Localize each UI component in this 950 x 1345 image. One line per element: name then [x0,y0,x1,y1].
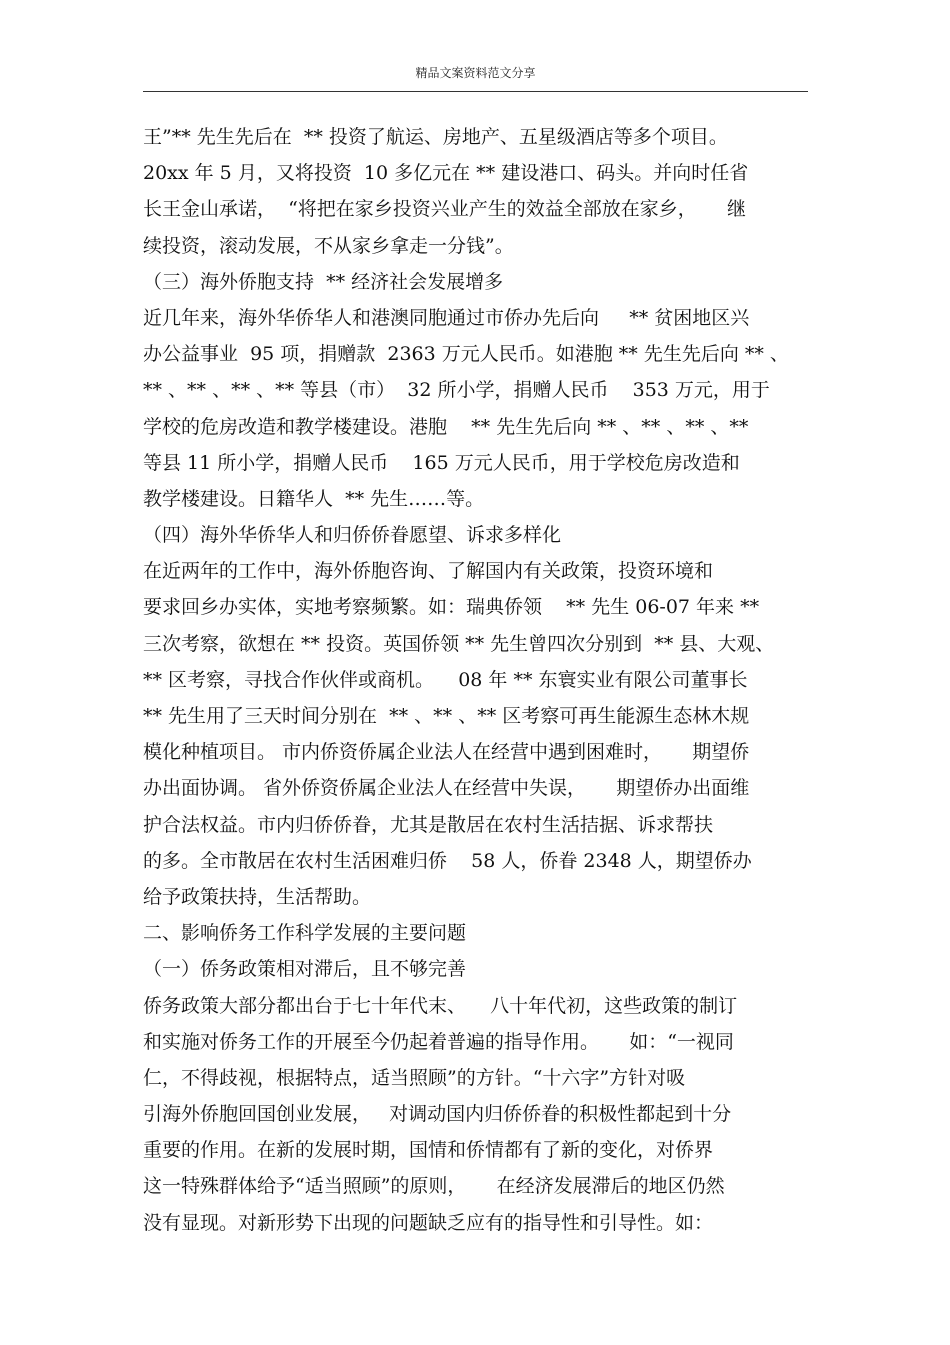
text-line: 近几年来，海外华侨华人和港澳同胞通过市侨办先后向 ** 贫困地区兴 [143,306,750,329]
text-line: 教学楼建设。日籍华人 ** 先生……等。 [143,487,485,510]
text-line: 仁，不得歧视，根据特点，适当照顾”的方针。“十六字”方针对吸 [143,1066,686,1089]
text-line: 重要的作用。在新的发展时期，国情和侨情都有了新的变化，对侨界 [143,1139,714,1162]
text-line: 20xx 年 5 月，又将投资 10 多亿元在 ** 建设港口、码头。并向时任省 [143,162,749,185]
text-line: 续投资，滚动发展，不从家乡拿走一分钱”。 [143,234,514,257]
text-line: ** 区考察，寻找合作伙伴或商机。 08 年 ** 东寰实业有限公司董事长 [143,668,748,691]
text-line: 办出面协调。 省外侨资侨属企业法人在经营中失误， 期望侨办出面维 [143,777,750,800]
text-line: 模化种植项目。 市内侨资侨属企业法人在经营中遇到困难时， 期望侨 [143,741,750,764]
section-heading: （三）海外侨胞支持 ** 经济社会发展增多 [143,270,504,293]
header-divider [143,91,808,92]
text-line: 给予政策扶持，生活帮助。 [143,885,372,908]
text-line: 办公益事业 95 项，捐赠款 2363 万元人民币。如港胞 ** 先生先后向 ** 、 [143,343,789,366]
text-line: ** 先生用了三天时间分别在 ** 、** 、** 区考察可再生能源生态林木规 [143,705,750,727]
text-line: 侨务政策大部分都出台于七十年代末、 八十年代初，这些政策的制订 [143,994,738,1017]
text-line: ** 、** 、** 、** 等县（市） 32 所小学，捐赠人民币 353 万元，用于 [143,379,770,402]
text-line: 在近两年的工作中，海外侨胞咨询、了解国内有关政策，投资环境和 [143,560,714,583]
chapter-heading: 二、影响侨务工作科学发展的主要问题 [143,922,467,945]
text-line: 的多。全市散居在农村生活困难归侨 58 人，侨眷 2348 人，期望侨办 [143,849,752,872]
text-line: 没有显现。对新形势下出现的问题缺乏应有的指导性和引导性。如： [143,1211,714,1234]
text-line: 这一特殊群体给予“适当照顾”的原则， 在经济发展滞后的地区仍然 [143,1175,725,1198]
text-line: 和实施对侨务工作的开展至今仍起着普遍的指导作用。 如：“一视同 [143,1030,734,1053]
section-heading: （四）海外华侨华人和归侨侨眷愿望、诉求多样化 [143,524,562,547]
text-line: 护合法权益。市内归侨侨眷，尤其是散居在农村生活拮据、诉求帮扶 [143,813,714,836]
document-body [143,119,823,1241]
section-heading: （一）侨务政策相对滞后，且不够完善 [143,958,467,981]
text-line: 长王金山承诺， “将把在家乡投资兴业产生的效益全部放在家乡， 继 [143,198,746,221]
page-header: 精品文案资料范文分享 [415,66,536,80]
text-line: 王”** 先生先后在 ** 投资了航运、房地产、五星级酒店等多个项目。 [143,126,728,148]
text-line: 等县 11 所小学，捐赠人民币 165 万元人民币，用于学校危房改造和 [143,451,740,474]
text-line: 三次考察，欲想在 ** 投资。英国侨领 ** 先生曾四次分别到 ** 县、大观、 [143,632,775,655]
text-line: 要求回乡办实体，实地考察频繁。如：瑞典侨领 ** 先生 06-07 年来 ** [143,596,760,619]
text-line: 引海外侨胞回国创业发展， 对调动国内归侨侨眷的积极性都起到十分 [143,1103,732,1126]
text-line: 学校的危房改造和教学楼建设。港胞 ** 先生先后向 ** 、** 、** 、** [143,415,749,438]
